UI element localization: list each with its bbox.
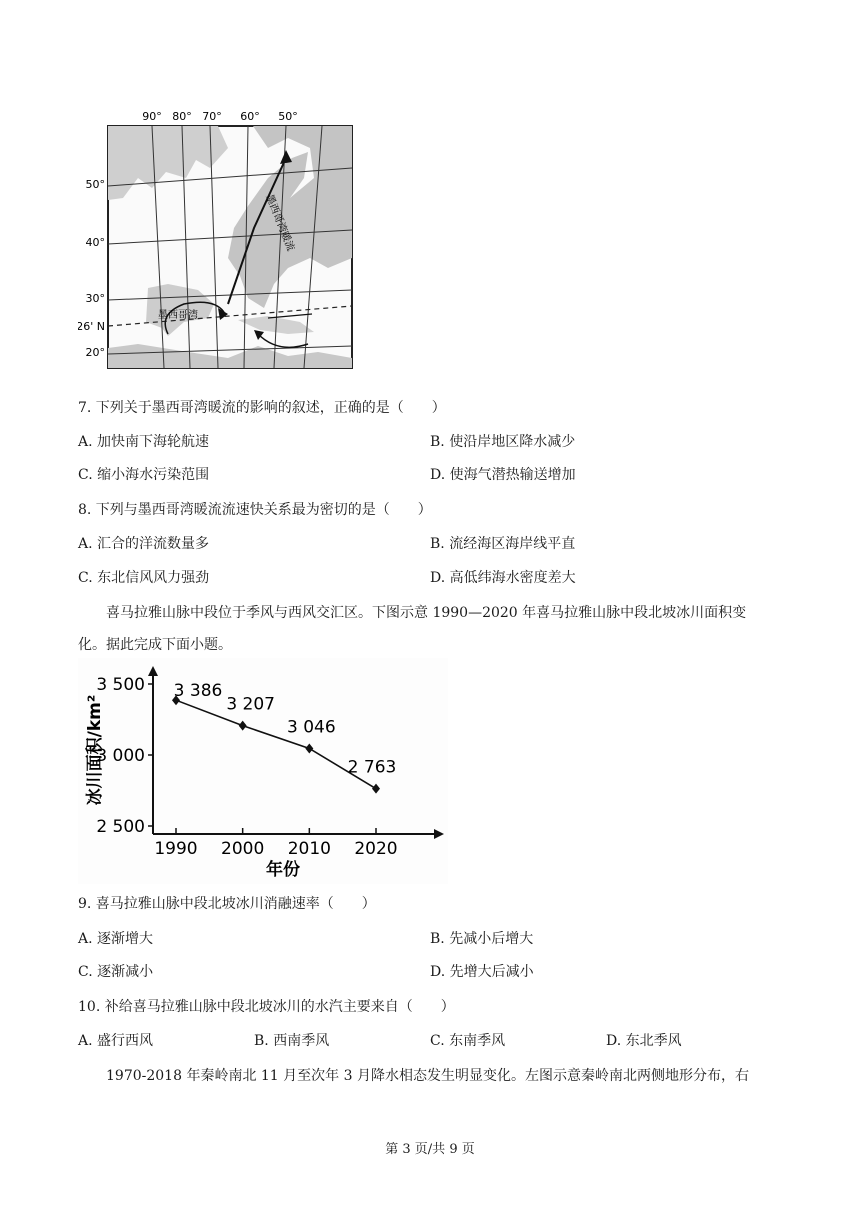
question-9-option-a[interactable]: A. 逐渐增大 (78, 931, 154, 947)
question-8-option-b[interactable]: B. 流经海区海岸线平直 (430, 536, 576, 552)
page-footer: 第 3 页/共 9 页 (385, 1142, 475, 1157)
question-10-option-a[interactable]: A. 盛行西风 (78, 1033, 154, 1049)
x-tick-label: 2000 (221, 839, 265, 859)
gulf-of-mexico-label: 墨西哥湾 (158, 310, 198, 321)
question-7-option-d[interactable]: D. 使海气潜热输送增加 (430, 467, 576, 483)
lon-label-50: 50° (278, 110, 298, 123)
question-7-option-a[interactable]: A. 加快南下海轮航速 (78, 434, 210, 450)
intro-paragraph-line2: 化。据此完成下面小题。 (78, 637, 232, 653)
x-tick-label: 2010 (287, 839, 331, 859)
x-tick-label: 1990 (154, 839, 198, 859)
gulf-stream-map (78, 108, 358, 374)
question-8-option-d[interactable]: D. 高低纬海水密度差大 (430, 570, 576, 586)
question-10-stem: 10. 补给喜马拉雅山脉中段北坡冰川的水汽主要来自（ ） (78, 999, 455, 1015)
chart-ylabel: 冰川面积/km² (85, 694, 105, 806)
chart-xlabel: 年份 (266, 860, 300, 880)
question-10-option-b[interactable]: B. 西南季风 (254, 1033, 330, 1049)
y-tick-label: 2 500 (96, 817, 145, 837)
data-label: 3 207 (226, 694, 276, 715)
question-10-option-d[interactable]: D. 东北季风 (606, 1033, 682, 1049)
data-label: 3 386 (173, 681, 223, 702)
question-7-option-c[interactable]: C. 缩小海水污染范围 (78, 467, 210, 483)
lat-label-20: 20° (85, 346, 105, 359)
lon-label-80: 80° (172, 110, 192, 123)
lon-label-70: 70° (202, 110, 222, 123)
x-tick-label: 2020 (354, 839, 398, 859)
lat-label-26n: 26' N (78, 320, 105, 333)
question-8-option-a[interactable]: A. 汇合的洋流数量多 (78, 536, 210, 552)
glacier-area-chart-svg (78, 658, 448, 884)
intro-paragraph-line1: 喜马拉雅山脉中段位于季风与西风交汇区。下图示意 1990—2020 年喜马拉雅山脉中段北坡冰川面积变 (106, 605, 747, 621)
data-label: 3 046 (286, 717, 336, 738)
question-7-option-b[interactable]: B. 使沿岸地区降水减少 (430, 434, 576, 450)
intro-paragraph-2-line1: 1970-2018 年秦岭南北 11 月至次年 3 月降水相态发生明显变化。左图示意秦岭南北两侧地形分布，右 (106, 1068, 749, 1084)
y-tick-label: 3 500 (96, 675, 145, 695)
lon-label-90: 90° (142, 110, 162, 123)
data-label: 2 763 (347, 757, 397, 778)
question-7-stem: 7. 下列关于墨西哥湾暖流的影响的叙述，正确的是（ ） (78, 400, 446, 416)
lat-label-50: 50° (85, 178, 105, 191)
question-10-option-c[interactable]: C. 东南季风 (430, 1033, 506, 1049)
gulf-stream-map-svg (78, 108, 358, 374)
y-tick-label: 3 000 (96, 746, 145, 766)
gulf-stream-label: 墨西哥湾暖流 (263, 193, 296, 253)
question-9-option-c[interactable]: C. 逐渐减小 (78, 964, 154, 980)
question-9-option-b[interactable]: B. 先减小后增大 (430, 931, 534, 947)
glacier-area-chart (78, 658, 448, 884)
question-8-stem: 8. 下列与墨西哥湾暖流流速快关系最为密切的是（ ） (78, 502, 432, 518)
question-8-option-c[interactable]: C. 东北信风风力强劲 (78, 570, 210, 586)
question-9-stem: 9. 喜马拉雅山脉中段北坡冰川消融速率（ ） (78, 896, 376, 912)
lon-label-60: 60° (240, 110, 260, 123)
lat-label-40: 40° (85, 236, 105, 249)
lat-label-30: 30° (85, 292, 105, 305)
question-9-option-d[interactable]: D. 先增大后减小 (430, 964, 534, 980)
